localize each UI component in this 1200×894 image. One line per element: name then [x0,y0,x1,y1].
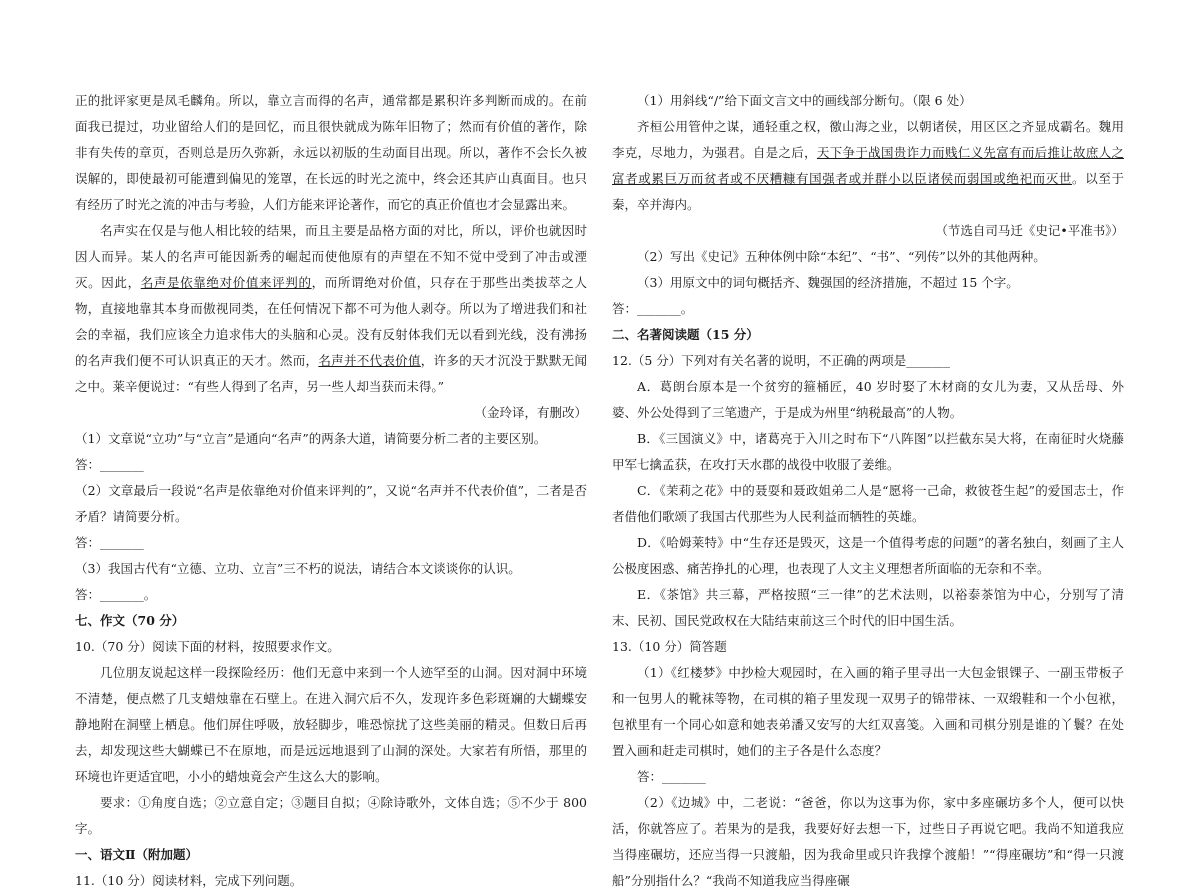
section-2-heading: 二、名著阅读题（15 分） [612,327,759,342]
underlined-phrase-1: 名声是依靠绝对价值来评判的 [140,275,312,290]
essay-text: ，而所谓绝对价值，只存在于那些出类拔萃之人物，直接地靠其本身而傲视同类，在任何情况下都不可为他人剥夺。所以为了增进我们和社会的幸福，我们应该全力追求伟大的头脑和心灵。没有反射体我们无以看到光线，没有沸扬的名声我们便不可认识真正的天才。然而， [75,275,587,368]
option-a: A．葛朗台原本是一个贫穷的箍桶匠，40 岁时娶了木材商的女儿为妻，又从岳母、外婆、外公处得到了三笔遗产，于是成为州里“纳税最高”的人物。 [612,379,1124,420]
question-13-2: （2）《边城》中，二老说：“爸爸，你以为这事为你，家中多座碾坊多个人，便可以快活，你就答应了。若果为的是我，我要好好去想一下，过些日子再说它吧。我尚不知道我应当得座碾坊，还应当得一只渡船，因为我命里或只许我撑个渡船！”“得座碾坊”和“得一只渡船”分别指什么？“我尚不知道我应当得座碾 [612,795,1124,888]
section-7-heading: 七、作文（70 分） [75,613,185,628]
question-11-2: （2）写出《史记》五种体例中除“本纪”、“书”、“列传”以外的其他两种。 [637,249,1046,264]
question-3: （3）我国古代有“立德、立功、立言”三不朽的说法，请结合本文谈谈你的认识。 [75,561,521,576]
right-column [612,88,1124,894]
question-11-3: （3）用原文中的词句概括齐、魏强国的经济措施，不超过 15 个字。 [637,275,1019,290]
underlined-phrase-2: 名声并不代表价值 [318,353,421,368]
essay-requirements: 要求：①角度自选；②立意自定；③题目自拟；④除诗歌外，文体自选；⑤不少于 800 字。 [75,795,587,836]
essay-source: （金玲译，有删改） [474,405,587,420]
essay-paragraph-1: 正的批评家更是凤毛麟角。所以，靠立言而得的名声，通常都是累积许多判断而成的。在前面我已提过，功业留给人们的是回忆，而且很快就成为陈年旧物了；然而有价值的著作，除非有失传的章页，否则总是历久弥新，永远以初版的生动面目出现。所以，著作不会长久被误解的，即使最初可能遭到偏见的笼罩，在长远的时光之流中，终会还其庐山真面目。也只有经历了时光之流的冲击与考验，人们方能来评论著作，而它的真正价值也才会显露出来。 [75,93,587,212]
option-d: D．《哈姆莱特》中“生存还是毁灭，这是一个值得考虑的问题”的著名独白，刻画了主人公极度困惑、痛苦挣扎的心理，也表现了人文主义理想者所面临的无奈和不幸。 [612,535,1124,576]
question-11-1: （1）用斜线“/”给下面文言文中的画线部分断句。（限 6 处） [637,93,972,108]
classical-text-part: 齐桓公用管仲之谋，通轻重之权，徼山海之业，以朝诸侯，用区区之齐显成霸名。魏用李克，尽地力，为强君。自是之后， [612,119,1124,160]
essay-text: 名声实在仅是与他人相比较的结果，而且主要是品格方面的对比，所以，评价也就因时因人而异。某人的名声可能因新秀的崛起而使他原有的声望在不知不觉中受到了冲击或湮灭。因此， [75,223,587,290]
answer-blank-3[interactable]: 答：_______。 [75,587,157,602]
classical-text [612,114,1124,218]
left-column [75,88,587,894]
classical-source: （节选自司马迁《史记•平准书》） [935,223,1124,238]
question-10: 10.（70 分）阅读下面的材料，按照要求作文。 [75,639,340,654]
question-13: 13.（10 分）简答题 [612,639,727,654]
option-b: B．《三国演义》中，诸葛亮于入川之时布下“八阵图”以拦截东吴大将，在南征时火烧藤甲军七擒孟获，在攻打天水郡的战役中收服了姜维。 [612,431,1124,472]
question-13-1: （1）《红楼梦》中抄检大观园时，在入画的箱子里寻出一大包金银锞子、一副玉带板子和一包男人的靴袜等物，在司棋的箱子里发现一双男子的锦带袜、一双缎鞋和一个小包袱，包袱里有一个同心如意和她表弟潘又安写的大红双喜笺。入画和司棋分别是谁的丫鬟？在处置入画和赶走司棋时，她们的主子各是什么态度？ [612,665,1124,758]
question-12: 12.（5 分）下列对有关名著的说明，不正确的两项是_______ [612,353,951,368]
answer-blank-2[interactable]: 答：_______ [75,535,144,550]
essay-material: 几位朋友说起这样一段探险经历：他们无意中来到一个人迹罕至的山洞。因对洞中环境不清楚，便点燃了几支蜡烛靠在石壁上。在进入洞穴后不久，发现许多色彩斑斓的大蝴蝶安静地附在洞壁上栖息。他们屏住呼吸，放轻脚步，唯恐惊扰了这些美丽的精灵。但数日后再去，却发现这些大蝴蝶已不在原地，而是远远地退到了山洞的深处。大家若有所悟，那里的环境也许更适宜吧，小小的蜡烛竟会产生这么大的影响。 [75,665,587,784]
option-e: E．《茶馆》共三幕，严格按照“三一律”的艺术法则，以裕泰茶馆为中心，分别写了清末、民初、国民党政权在大陆结束前这三个时代的旧中国生活。 [612,587,1124,628]
question-1: （1）文章说“立功”与“立言”是通向“名声”的两条大道，请简要分析二者的主要区别。 [75,431,547,446]
answer-blank-1[interactable]: 答：_______ [75,457,144,472]
essay-text: ，许多的天才沉没于默默无闻之中。莱辛便说过：“有些人得到了名声，另一些人却当获而未得。” [75,353,587,394]
answer-blank-11[interactable]: 答：_______。 [612,301,694,316]
section-I-heading: 一、语文Ⅱ（附加题） [75,847,199,862]
underlined-classical-passage: 天下争于战国贵诈力而贱仁义先富有而后推让故庶人之富者或累巨万而贫者或不厌糟糠有国强者或并群小以臣诸侯而弱国或绝祀而灭世 [612,145,1124,186]
option-c: C．《茉莉之花》中的聂耍和聂政姐弟二人是“愿将一己命，救彼苍生起”的爱国志士，作者借他们歌颂了我国古代那些为人民利益而牺牲的英雄。 [612,483,1124,524]
answer-blank-13-1[interactable]: 答：_______ [637,769,706,784]
question-2: （2）文章最后一段说“名声是依靠绝对价值来评判的”，又说“名声并不代表价值”，二者是否矛盾？请简要分析。 [75,483,587,524]
essay-paragraph-2 [75,218,587,400]
question-11: 11.（10 分）阅读材料，完成下列问题。 [75,873,303,888]
classical-text-part: 。以至于秦，卒并海内。 [612,171,1124,212]
